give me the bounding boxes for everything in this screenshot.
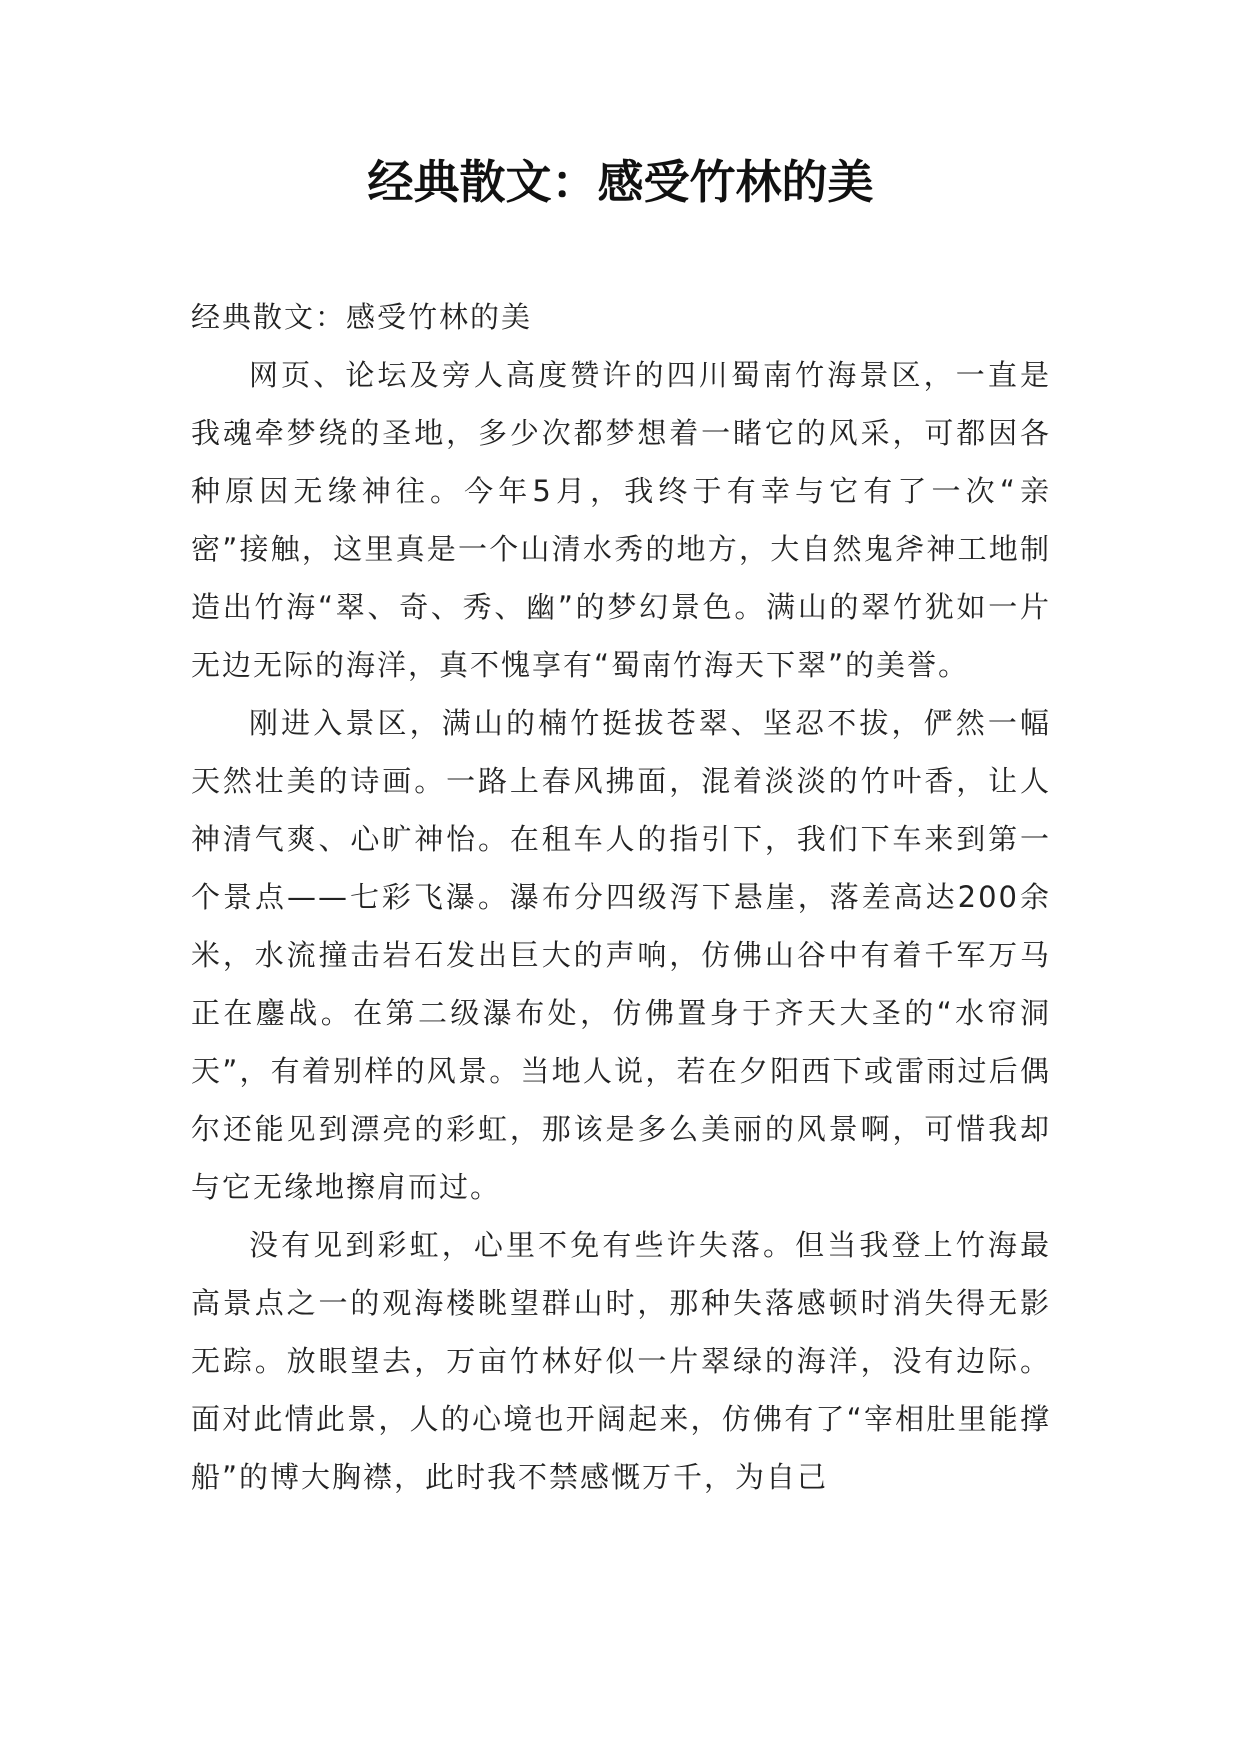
paragraph: 没有见到彩虹，心里不免有些许失落。但当我登上竹海最高景点之一的观海楼眺望群山时，那种失落感顿时消失得无影无踪。放眼望去，万亩竹林好似一片翠绿的海洋，没有边际。面对此情此景，人的心境也开阔起来，仿佛有了“宰相肚里能撑船”的博大胸襟，此时我不禁感慨万千，为自己	[191, 1228, 1051, 1494]
paragraph: 刚进入景区，满山的楠竹挺拔苍翠、坚忍不拔，俨然一幅天然壮美的诗画。一路上春风拂面，混着淡淡的竹叶香，让人神清气爽、心旷神怡。在租车人的指引下，我们下车来到第一个景点——七彩飞瀑。瀑布分四级泻下悬崖，落差高达200余米，水流撞击岩石发出巨大的声响，仿佛山谷中有着千军万马正在鏖战。在第二级瀑布处，仿佛置身于齐天大圣的“水帘洞天”，有着别样的风景。当地人说，若在夕阳西下或雷雨过后偶尔还能见到漂亮的彩虹，那该是多么美丽的风景啊，可惜我却与它无缘地擦肩而过。	[191, 706, 1051, 1204]
paragraph: 网页、论坛及旁人高度赞许的四川蜀南竹海景区，一直是我魂牵梦绕的圣地，多少次都梦想着一睹它的风采，可都因各种原因无缘神往。今年5月，我终于有幸与它有了一次“亲密”接触，这里真是一个山清水秀的地方，大自然鬼斧神工地制造出竹海“翠、奇、秀、幽”的梦幻景色。满山的翠竹犹如一片无边无际的海洋，真不愧享有“蜀南竹海天下翠”的美誉。	[191, 358, 1051, 682]
document-body	[191, 288, 1051, 1506]
document-subtitle: 经典散文：感受竹林的美	[191, 300, 533, 334]
document-title: 经典散文：感受竹林的美	[367, 155, 874, 209]
